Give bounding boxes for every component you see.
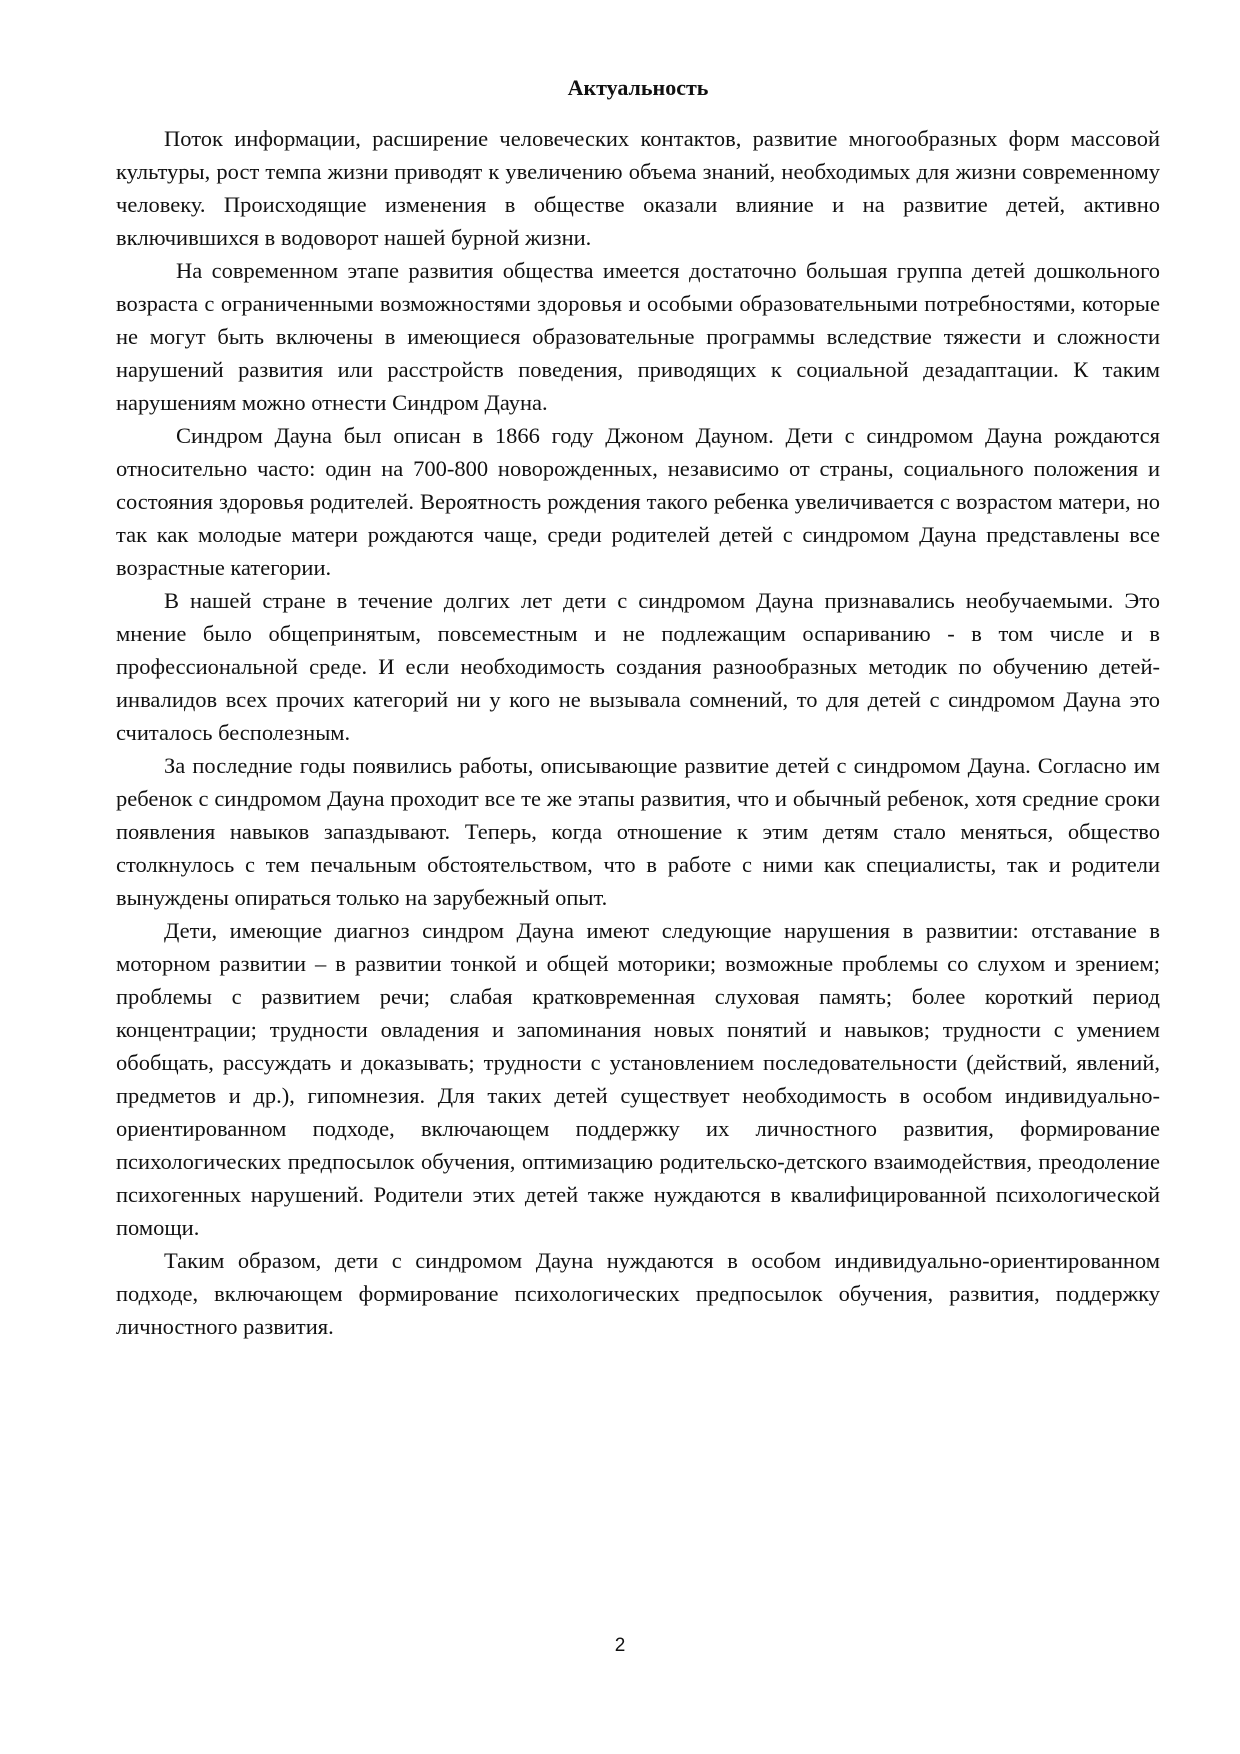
- paragraph-2: На современном этапе развития общества имеется достаточно большая группа детей дошкольного возраста с ограниченными возможностями здоровья и особыми образовательными потребностями, которые не могут быть включены в имеющиеся образовательные программы вследствие тяжести и сложности нарушений развития или расстройств поведения, приводящих к социальной дезадаптации. К таким нарушениям можно отнести Синдром Дауна.: [116, 258, 1160, 415]
- paragraph-4: В нашей стране в течение долгих лет дети с синдромом Дауна признавались необучаемыми. Это мнение было общепринятым, повсеместным и не подлежащим оспариванию - в том числе и в профессиональной среде. И если необходимость создания разнообразных методик по обучению детей-инвалидов всех прочих категорий ни у кого не вызывала сомнений, то для детей с синдромом Дауна это считалось бесполезным.: [116, 588, 1160, 745]
- paragraph-1: Поток информации, расширение человеческих контактов, развитие многообразных форм массовой культуры, рост темпа жизни приводят к увеличению объема знаний, необходимых для жизни современному человеку. Происходящие изменения в обществе оказали влияние и на развитие детей, активно включившихся в водоворот нашей бурной жизни.: [116, 126, 1160, 250]
- paragraph-5: За последние годы появились работы, описывающие развитие детей с синдромом Дауна. Согласно им ребенок с синдромом Дауна проходит все те же этапы развития, что и обычный ребенок, хотя средние сроки появления навыков запаздывают. Теперь, когда отношение к этим детям стало меняться, общество столкнулось с тем печальным обстоятельством, что в работе с ними как специалисты, так и родители вынуждены опираться только на зарубежный опыт.: [116, 753, 1160, 910]
- document-body: [116, 74, 1160, 1343]
- paragraph-6: Дети, имеющие диагноз синдром Дауна имеют следующие нарушения в развитии: отставание в моторном развитии – в развитии тонкой и общей моторики; возможные проблемы со слухом и зрением; проблемы с развитием речи; слабая кратковременная слуховая память; более короткий период концентрации; трудности овладения и запоминания новых понятий и навыков; трудности с умением обобщать, рассуждать и доказывать; трудности с установлением последовательности (действий, явлений, предметов и др.), гипомнезия. Для таких детей существует необходимость в особом индивидуально-ориентированном подходе, включающем поддержку их личностного развития, формирование психологических предпосылок обучения, оптимизацию родительско-детского взаимодействия, преодоление психогенных нарушений. Родители этих детей также нуждаются в квалифицированной психологической помощи.: [116, 918, 1160, 1240]
- page-title: Актуальность: [567, 75, 709, 100]
- page-number: 2: [614, 1635, 626, 1656]
- paragraph-7: Таким образом, дети с синдромом Дауна нуждаются в особом индивидуально-ориентированном подходе, включающем формирование психологических предпосылок обучения, развития, поддержку личностного развития.: [116, 1248, 1160, 1339]
- paragraph-3: Синдром Дауна был описан в 1866 году Джоном Дауном. Дети с синдромом Дауна рождаются относительно часто: один на 700-800 новорожденных, независимо от страны, социального положения и состояния здоровья родителей. Вероятность рождения такого ребенка увеличивается с возрастом матери, но так как молодые матери рождаются чаще, среди родителей детей с синдромом Дауна представлены все возрастные категории.: [116, 423, 1160, 580]
